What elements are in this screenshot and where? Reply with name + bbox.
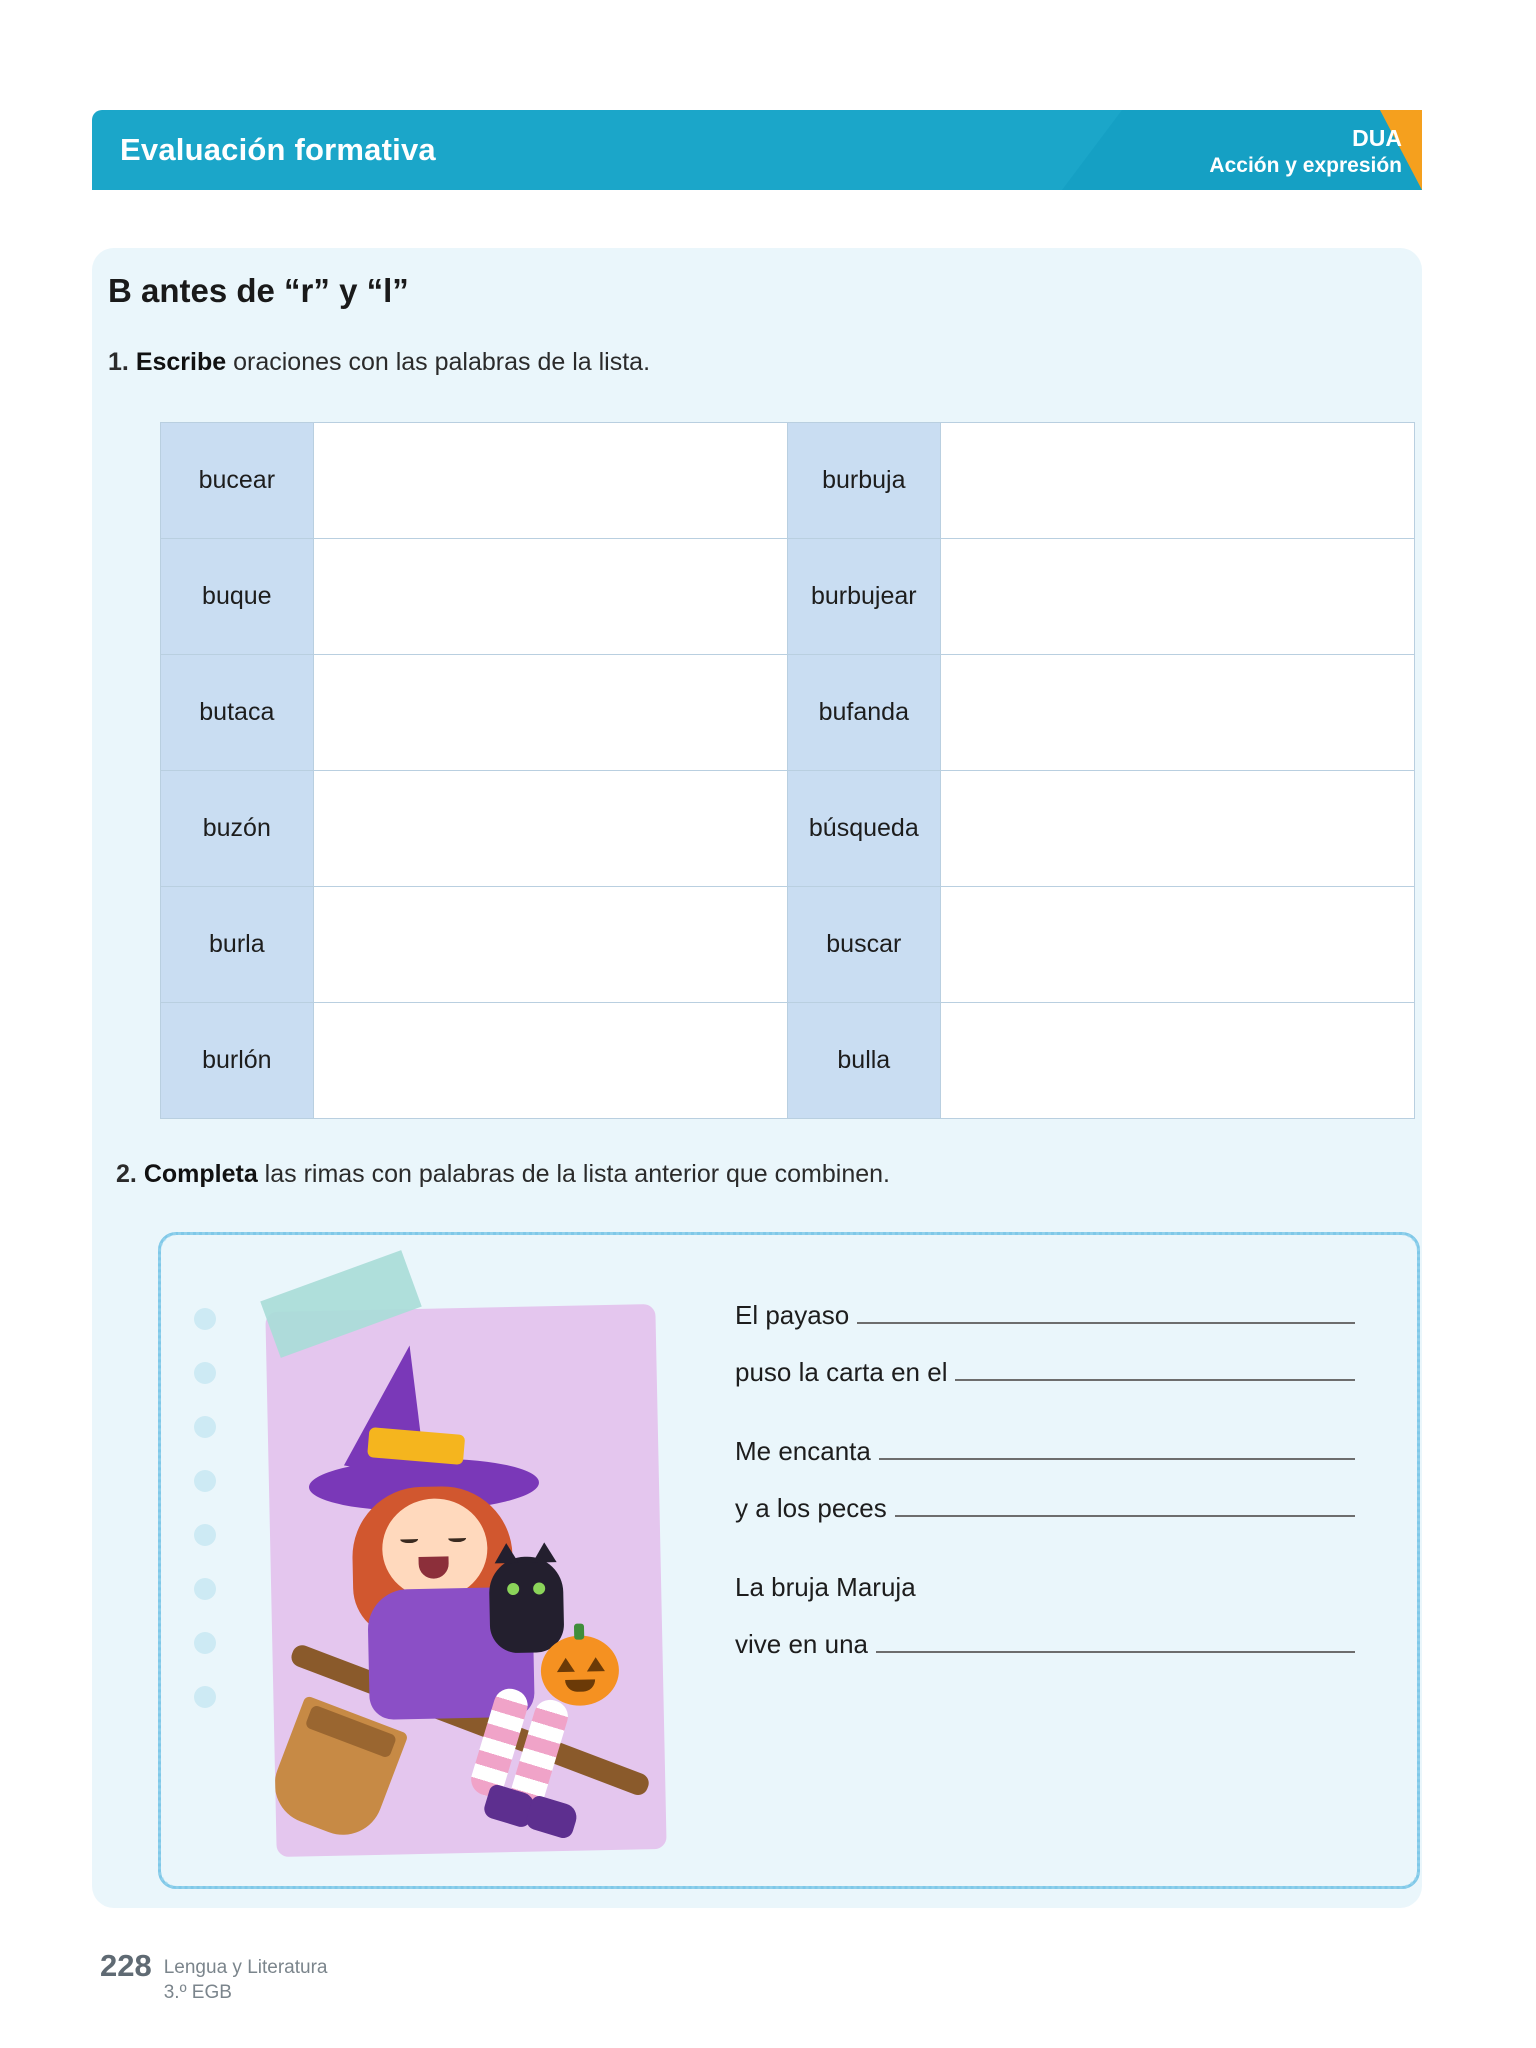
sentence-blank[interactable] (940, 423, 1414, 539)
rhyme-text: El payaso (735, 1300, 850, 1330)
word-cell: burla (161, 887, 314, 1003)
rhyme-blank[interactable] (895, 1497, 1355, 1517)
activity-1-text: oraciones con las palabras de la lista. (233, 348, 651, 376)
word-cell: búsqueda (788, 771, 941, 887)
activity-2-verb: Completa (143, 1160, 258, 1188)
table-row (161, 539, 1415, 655)
activity-2-instruction (116, 1160, 890, 1189)
dua-badge (1102, 124, 1402, 179)
word-cell: burbujear (788, 539, 941, 655)
pumpkin-icon (540, 1635, 619, 1707)
sentence-blank[interactable] (940, 1003, 1414, 1119)
table-row (161, 1003, 1415, 1119)
table-row (161, 423, 1415, 539)
rhyme-text: vive en una (735, 1629, 868, 1659)
page-footer (100, 1948, 327, 2005)
rhyme-blank[interactable] (955, 1361, 1355, 1381)
rhyme-blank[interactable] (879, 1440, 1355, 1460)
rhyme-line (735, 1300, 1355, 1331)
footer-grade: 3.º EGB (163, 1981, 232, 2003)
section-heading: B antes de “r” y “l” (108, 272, 409, 309)
rhyme-text: puso la carta en el (735, 1357, 948, 1387)
dua-label: DUA (1352, 125, 1402, 151)
word-cell: burbuja (788, 423, 941, 539)
rhyme-line (735, 1357, 1355, 1388)
table-row (161, 655, 1415, 771)
activity-1-verb: Escribe (135, 348, 227, 376)
rhyme-lines (735, 1300, 1355, 1686)
rhyme-text: Me encanta (735, 1436, 871, 1466)
sentence-blank[interactable] (313, 887, 787, 1003)
notebook-sheet (186, 1266, 666, 1856)
activity-1-instruction (108, 348, 650, 377)
sentence-blank[interactable] (940, 539, 1414, 655)
table-row (161, 887, 1415, 1003)
page-title: Evaluación formativa (120, 132, 436, 167)
sentence-blank[interactable] (313, 1003, 787, 1119)
rhyme-blank[interactable] (857, 1304, 1355, 1324)
word-cell: burlón (161, 1003, 314, 1119)
sentence-blank[interactable] (940, 887, 1414, 1003)
dua-sublabel: Acción y expresión (1209, 153, 1402, 177)
rhyme-line (735, 1572, 1355, 1603)
rhyme-blank[interactable] (876, 1633, 1355, 1653)
table-row (161, 771, 1415, 887)
notebook-holes (194, 1308, 224, 1828)
sentence-blank[interactable] (940, 771, 1414, 887)
rhyme-text: y a los peces (735, 1493, 887, 1523)
sentence-blank[interactable] (313, 655, 787, 771)
sentence-blank[interactable] (313, 423, 787, 539)
sentence-blank[interactable] (940, 655, 1414, 771)
rhyme-line (735, 1629, 1355, 1660)
page-header (92, 110, 1422, 190)
word-cell: butaca (161, 655, 314, 771)
rhyme-no-blank (924, 1576, 1355, 1596)
activity-2-number: 2. (116, 1160, 137, 1188)
footer-subject: Lengua y Literatura (163, 1957, 328, 1978)
word-cell: buque (161, 539, 314, 655)
rhyme-line (735, 1493, 1355, 1524)
word-cell: bulla (788, 1003, 941, 1119)
activity-1-number: 1. (108, 348, 129, 376)
witch-illustration (265, 1304, 666, 1857)
rhyme-line (735, 1436, 1355, 1467)
sentence-blank[interactable] (313, 771, 787, 887)
word-sentence-table (160, 422, 1415, 1119)
witch-boot-right (524, 1794, 580, 1840)
sentence-blank[interactable] (313, 539, 787, 655)
word-cell: bufanda (788, 655, 941, 771)
word-cell: bucear (161, 423, 314, 539)
activity-2-text: las rimas con palabras de la lista anterior que combinen. (264, 1160, 891, 1188)
footer-info (164, 1948, 328, 2005)
rhyme-text: La bruja Maruja (735, 1572, 916, 1602)
page-number: 228 (100, 1948, 152, 1983)
black-cat-icon (489, 1556, 565, 1654)
word-cell: buscar (788, 887, 941, 1003)
illustration-area (186, 1250, 706, 1870)
word-cell: buzón (161, 771, 314, 887)
